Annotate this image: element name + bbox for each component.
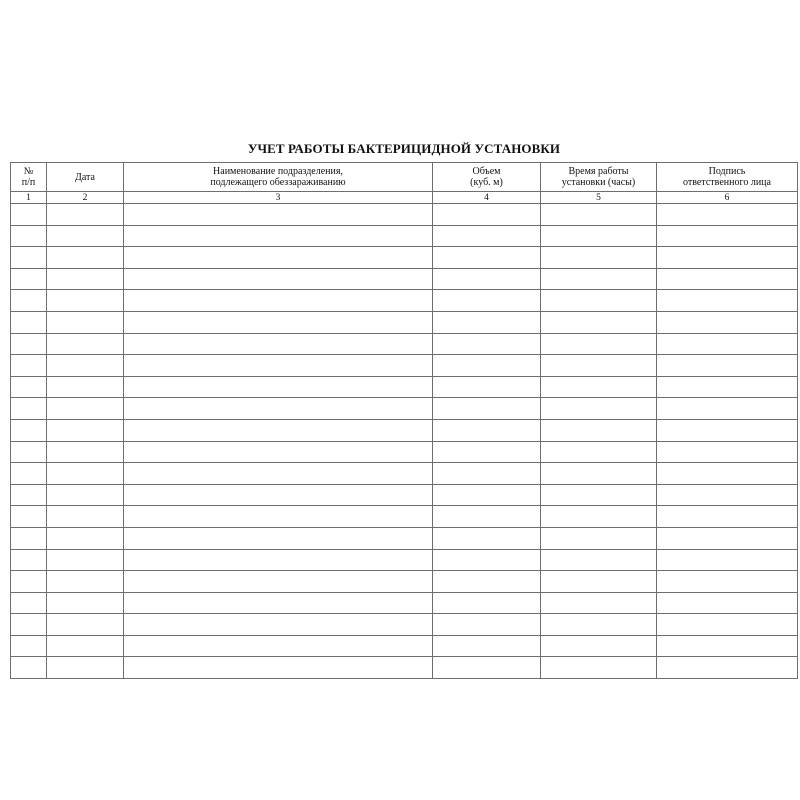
column-header-label: № п/п: [21, 166, 36, 188]
table-cell[interactable]: [124, 333, 433, 355]
table-cell[interactable]: [11, 398, 47, 420]
table-cell[interactable]: [47, 290, 124, 312]
table-cell[interactable]: [657, 635, 798, 657]
table-cell[interactable]: [657, 571, 798, 593]
table-cell[interactable]: [47, 376, 124, 398]
table-cell[interactable]: [433, 635, 541, 657]
table-cell[interactable]: [47, 311, 124, 333]
table-cell[interactable]: [541, 398, 657, 420]
table-cell[interactable]: [433, 614, 541, 636]
table-cell[interactable]: [657, 268, 798, 290]
table-cell[interactable]: [433, 527, 541, 549]
table-cell[interactable]: [124, 225, 433, 247]
table-cell[interactable]: [11, 463, 47, 485]
table-cell[interactable]: [433, 225, 541, 247]
table-cell[interactable]: [11, 592, 47, 614]
table-cell[interactable]: [433, 549, 541, 571]
table-cell[interactable]: [11, 204, 47, 226]
column-header-date: [47, 163, 124, 192]
table-cell[interactable]: [47, 355, 124, 377]
table-cell[interactable]: [433, 657, 541, 679]
table-cell[interactable]: [433, 398, 541, 420]
table-cell[interactable]: [124, 657, 433, 679]
table-row: [11, 290, 798, 312]
table-cell[interactable]: [433, 290, 541, 312]
table-cell[interactable]: [11, 268, 47, 290]
table-cell[interactable]: [657, 247, 798, 269]
table-row: [11, 592, 798, 614]
table-cell[interactable]: [47, 463, 124, 485]
column-number: 1: [11, 192, 47, 204]
table-cell[interactable]: [11, 506, 47, 528]
column-header-number: [11, 163, 47, 192]
table-cell[interactable]: [124, 571, 433, 593]
table-cell[interactable]: [124, 441, 433, 463]
table-cell[interactable]: [433, 355, 541, 377]
column-number: 4: [433, 192, 541, 204]
table-cell[interactable]: [47, 268, 124, 290]
table-cell[interactable]: [541, 463, 657, 485]
table-row: [11, 355, 798, 377]
table-cell[interactable]: [657, 441, 798, 463]
table-cell[interactable]: [11, 419, 47, 441]
table-row: [11, 463, 798, 485]
column-header-label: Время работы установки (часы): [561, 166, 636, 188]
table-cell[interactable]: [47, 549, 124, 571]
table-row: [11, 225, 798, 247]
table-cell[interactable]: [47, 484, 124, 506]
table-row: [11, 506, 798, 528]
table-cell[interactable]: [47, 441, 124, 463]
table-cell[interactable]: [124, 268, 433, 290]
table-cell[interactable]: [657, 657, 798, 679]
table-cell[interactable]: [124, 527, 433, 549]
table-row: [11, 635, 798, 657]
table-cell[interactable]: [541, 333, 657, 355]
table-cell[interactable]: [541, 441, 657, 463]
column-number: 6: [657, 192, 798, 204]
column-header-label: Наименование подразделения, подлежащего обеззараживанию: [210, 166, 346, 188]
table-cell[interactable]: [657, 376, 798, 398]
table-cell[interactable]: [124, 419, 433, 441]
table-row: [11, 527, 798, 549]
table-cell[interactable]: [11, 225, 47, 247]
table-body: [11, 204, 798, 679]
table-cell[interactable]: [47, 247, 124, 269]
table-cell[interactable]: [433, 571, 541, 593]
table-cell[interactable]: [433, 506, 541, 528]
table-cell[interactable]: [11, 311, 47, 333]
table-cell[interactable]: [657, 311, 798, 333]
column-number: 5: [541, 192, 657, 204]
table-cell[interactable]: [541, 592, 657, 614]
table-cell[interactable]: [657, 419, 798, 441]
table-cell[interactable]: [657, 204, 798, 226]
table-cell[interactable]: [433, 247, 541, 269]
table-cell[interactable]: [541, 657, 657, 679]
table-row: [11, 268, 798, 290]
table-cell[interactable]: [124, 355, 433, 377]
table-row: [11, 419, 798, 441]
table-cell[interactable]: [657, 549, 798, 571]
table-cell[interactable]: [47, 333, 124, 355]
journal-table: [10, 162, 798, 679]
table-row: [11, 441, 798, 463]
table-cell[interactable]: [124, 549, 433, 571]
table-cell[interactable]: [433, 592, 541, 614]
table-cell[interactable]: [124, 592, 433, 614]
table-cell[interactable]: [47, 419, 124, 441]
table-cell[interactable]: [541, 355, 657, 377]
table-cell[interactable]: [124, 484, 433, 506]
column-header-department: [124, 163, 433, 192]
table-cell[interactable]: [47, 571, 124, 593]
table-cell[interactable]: [124, 247, 433, 269]
table-cell[interactable]: [47, 398, 124, 420]
table-cell[interactable]: [541, 247, 657, 269]
table-cell[interactable]: [124, 398, 433, 420]
table-cell[interactable]: [541, 571, 657, 593]
page-title: УЧЕТ РАБОТЫ БАКТЕРИЦИДНОЙ УСТАНОВКИ: [247, 141, 561, 156]
table-cell[interactable]: [541, 527, 657, 549]
table-cell[interactable]: [11, 549, 47, 571]
table-cell[interactable]: [657, 592, 798, 614]
table-row: [11, 398, 798, 420]
table-cell[interactable]: [541, 549, 657, 571]
table-header: [11, 163, 798, 204]
table-cell[interactable]: [541, 376, 657, 398]
table-row: [11, 484, 798, 506]
table-cell[interactable]: [433, 311, 541, 333]
column-header-label: Объем (куб. м): [470, 166, 503, 188]
table-cell[interactable]: [124, 290, 433, 312]
table-cell[interactable]: [47, 527, 124, 549]
table-cell[interactable]: [541, 484, 657, 506]
column-header-label: Дата: [75, 171, 95, 183]
table-cell[interactable]: [11, 355, 47, 377]
table-row: [11, 614, 798, 636]
table-cell[interactable]: [47, 225, 124, 247]
table-cell[interactable]: [124, 506, 433, 528]
table-cell[interactable]: [11, 484, 47, 506]
column-header-operating-time: [541, 163, 657, 192]
table-cell[interactable]: [541, 635, 657, 657]
table-row: [11, 376, 798, 398]
table-cell[interactable]: [433, 204, 541, 226]
table-cell[interactable]: [657, 463, 798, 485]
table-cell[interactable]: [541, 290, 657, 312]
table-row: [11, 204, 798, 226]
table-cell[interactable]: [541, 204, 657, 226]
table-cell[interactable]: [47, 635, 124, 657]
table-cell[interactable]: [11, 657, 47, 679]
table-cell[interactable]: [657, 355, 798, 377]
table-cell[interactable]: [541, 506, 657, 528]
table-cell[interactable]: [124, 614, 433, 636]
table-cell[interactable]: [11, 635, 47, 657]
table-cell[interactable]: [11, 290, 47, 312]
table-row: [11, 657, 798, 679]
table-cell[interactable]: [433, 463, 541, 485]
table-cell[interactable]: [657, 290, 798, 312]
table-cell[interactable]: [11, 614, 47, 636]
table-cell[interactable]: [124, 204, 433, 226]
table-cell[interactable]: [433, 441, 541, 463]
table-cell[interactable]: [11, 333, 47, 355]
table-cell[interactable]: [541, 311, 657, 333]
table-cell[interactable]: [11, 376, 47, 398]
column-number-row: [11, 192, 798, 204]
header-row: [11, 163, 798, 192]
table-row: [11, 311, 798, 333]
table-cell[interactable]: [433, 333, 541, 355]
table-cell[interactable]: [657, 527, 798, 549]
table-cell[interactable]: [541, 225, 657, 247]
table-cell[interactable]: [657, 333, 798, 355]
table-cell[interactable]: [11, 441, 47, 463]
table-cell[interactable]: [657, 614, 798, 636]
table-cell[interactable]: [124, 311, 433, 333]
table-cell[interactable]: [47, 614, 124, 636]
table-row: [11, 333, 798, 355]
column-number: 3: [124, 192, 433, 204]
table-cell[interactable]: [433, 419, 541, 441]
table-cell[interactable]: [11, 247, 47, 269]
column-header-signature: [657, 163, 798, 192]
table-cell[interactable]: [124, 463, 433, 485]
column-header-label: Подпись ответственного лица: [683, 166, 771, 188]
table-cell[interactable]: [11, 527, 47, 549]
table-cell[interactable]: [433, 484, 541, 506]
table-cell[interactable]: [541, 268, 657, 290]
column-header-volume: [433, 163, 541, 192]
table-cell[interactable]: [541, 419, 657, 441]
table-cell[interactable]: [47, 204, 124, 226]
table-row: [11, 571, 798, 593]
table-cell[interactable]: [47, 506, 124, 528]
table-cell[interactable]: [124, 376, 433, 398]
table-cell[interactable]: [541, 614, 657, 636]
table-cell[interactable]: [47, 592, 124, 614]
table-row: [11, 247, 798, 269]
table-cell[interactable]: [47, 657, 124, 679]
table-cell[interactable]: [11, 571, 47, 593]
table-cell[interactable]: [657, 506, 798, 528]
table-cell[interactable]: [433, 376, 541, 398]
column-number: 2: [47, 192, 124, 204]
table-row: [11, 549, 798, 571]
table-cell[interactable]: [657, 484, 798, 506]
table-cell[interactable]: [433, 268, 541, 290]
table-cell[interactable]: [657, 225, 798, 247]
table-cell[interactable]: [657, 398, 798, 420]
table-cell[interactable]: [124, 635, 433, 657]
